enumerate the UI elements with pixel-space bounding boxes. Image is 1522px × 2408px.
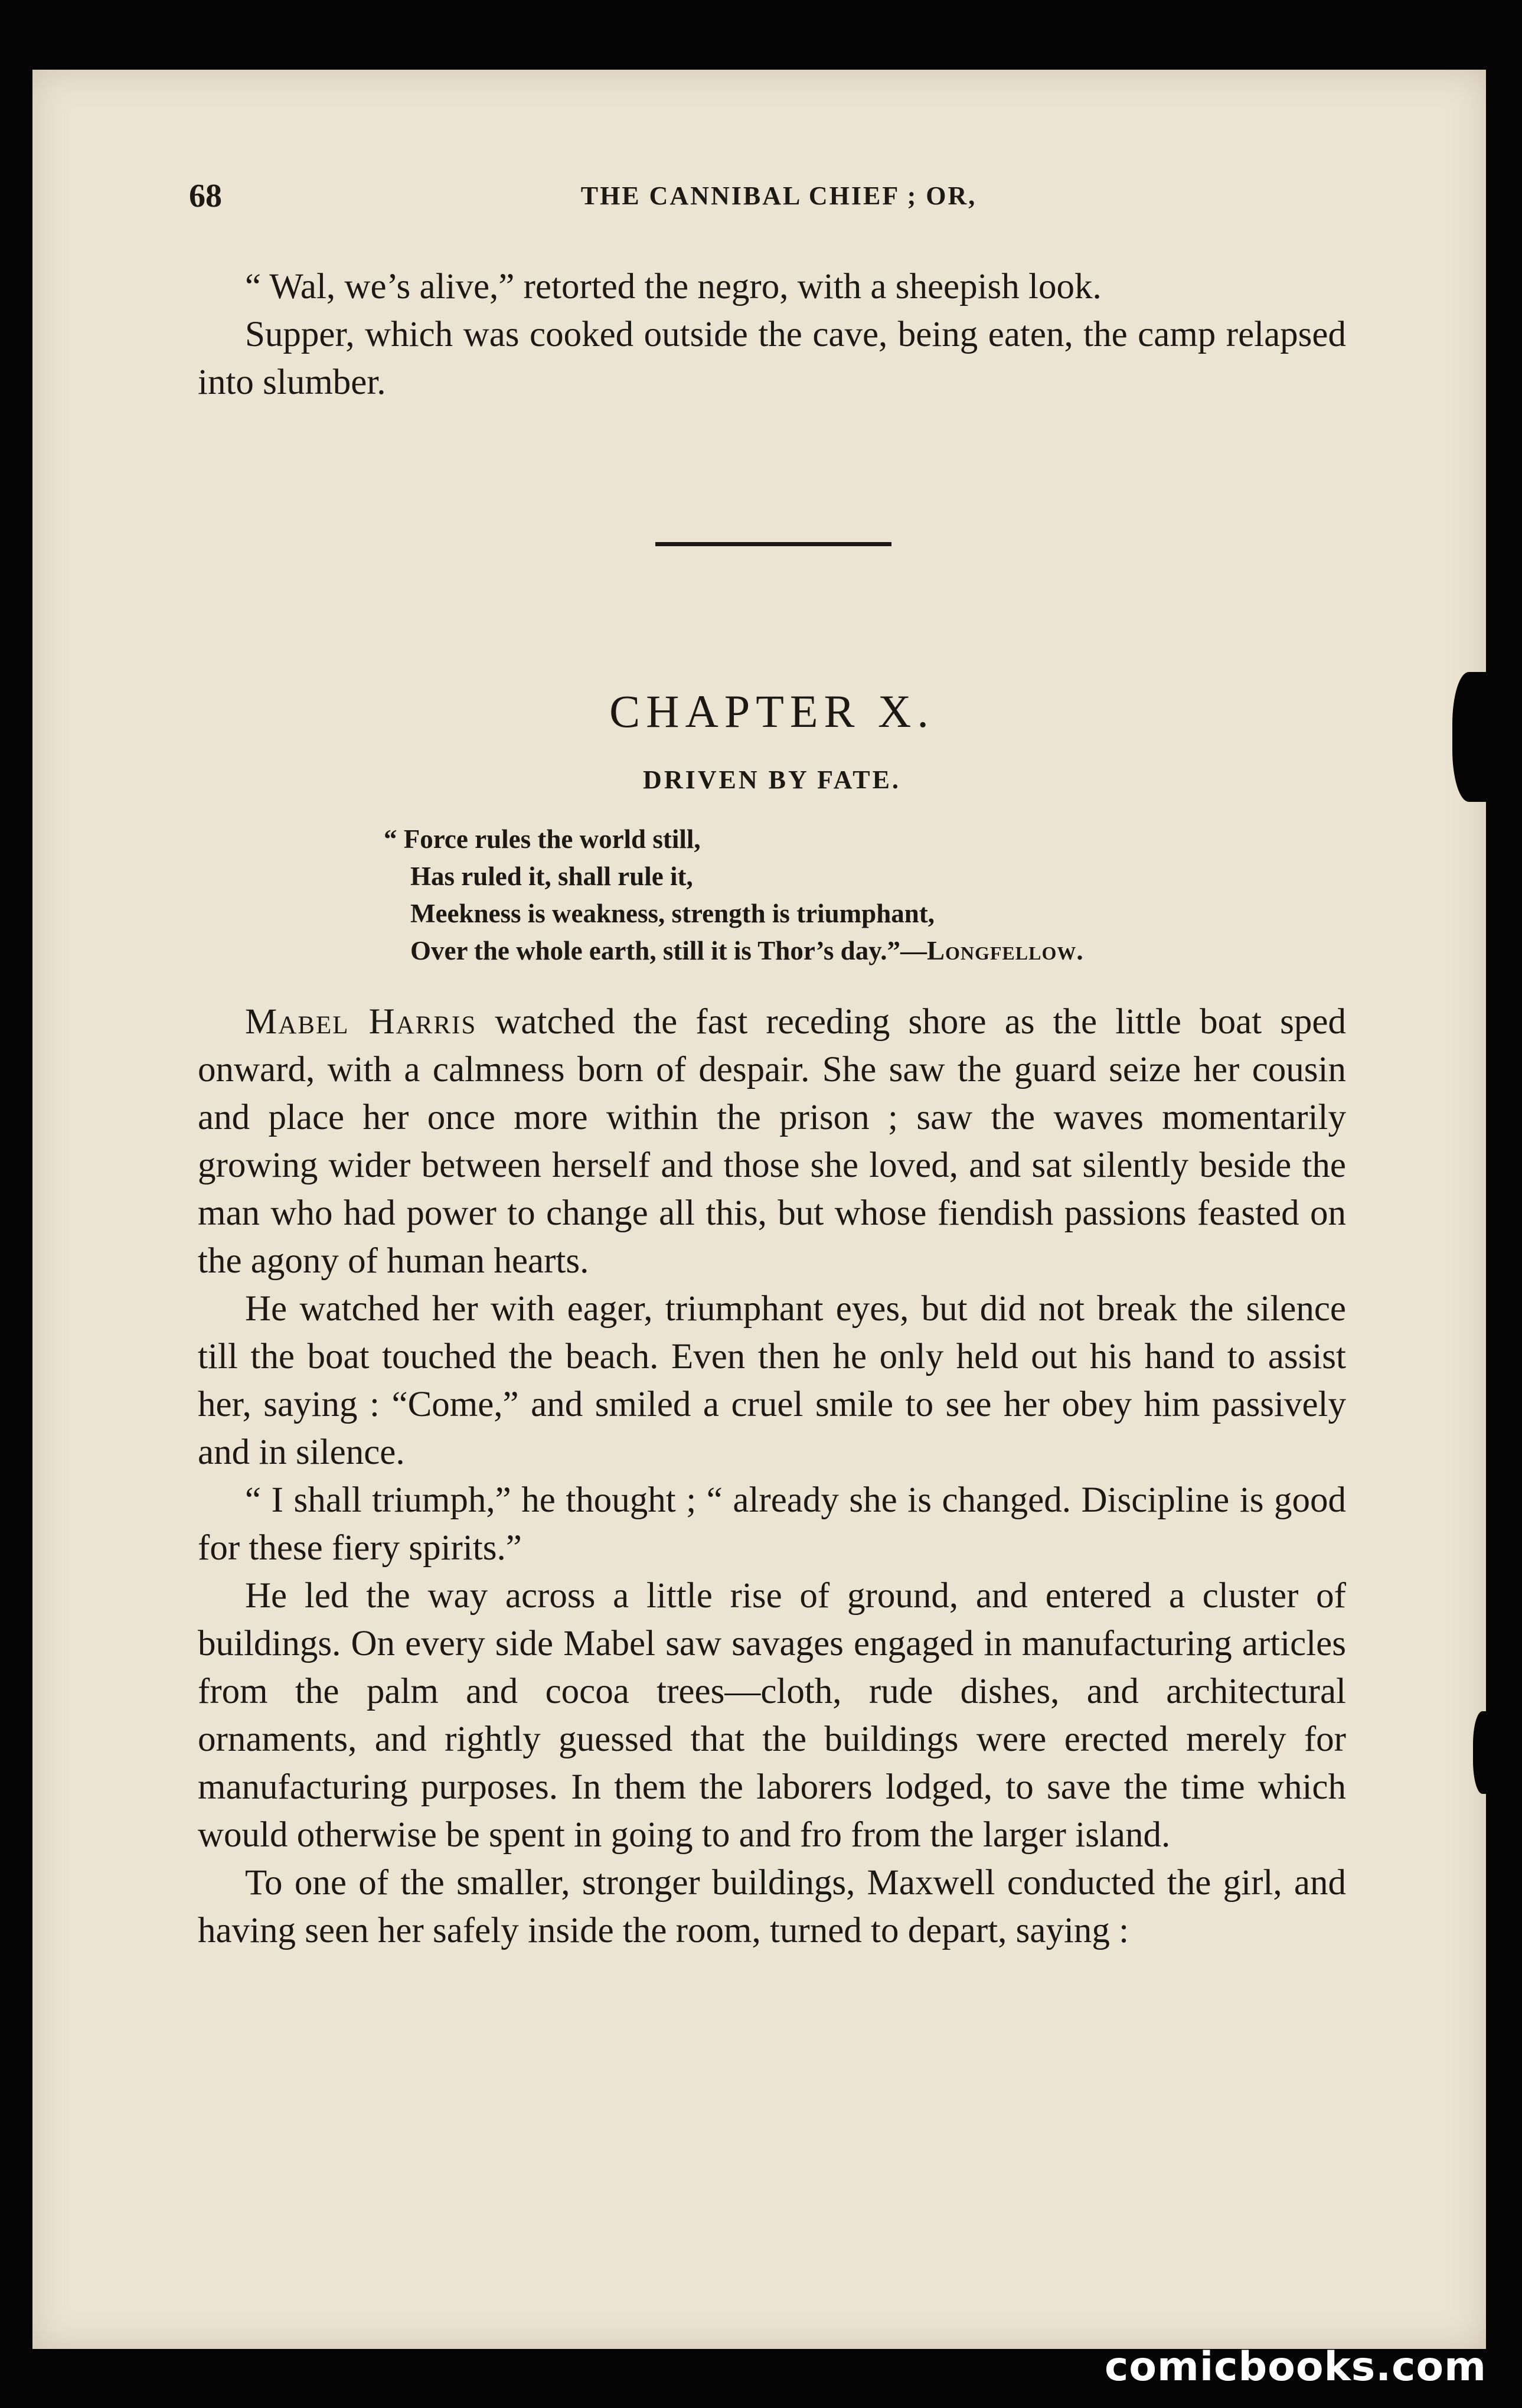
lead-in-name: Mabel Harris [245, 1002, 477, 1042]
section-divider [655, 542, 891, 546]
epigraph-attribution: Longfellow. [926, 936, 1084, 965]
page-number: 68 [189, 178, 222, 214]
paragraph: He led the way across a little rise of ground, and entered a cluster of buildings. On every side Mabel saw savages engaged in manufacturing articles from the palm and cocoa trees—cloth, rude dishes, and architectural ornaments, and rightly guessed that the buildings were erected merely for manufacturing purposes. In them the laborers lodged, to save the time which would otherwise be spent in going to and fro from the larger island. [198, 1576, 1346, 1855]
chapter-heading: CHAPTER X. [609, 686, 935, 737]
paragraph: “ I shall triumph,” he thought ; “ already she is changed. Discipline is good for these fiery spirits.” [198, 1480, 1346, 1568]
torn-edge-notch [1452, 672, 1494, 802]
epigraph-line: Meekness is weakness, strength is triumphant, [410, 899, 935, 928]
chapter-subtitle: DRIVEN BY FATE. [643, 765, 901, 794]
epigraph-line-text: Over the whole earth, still it is Thor’s day.”— [410, 936, 927, 965]
epigraph [384, 821, 1346, 970]
paragraph: To one of the smaller, stronger buildings, Maxwell conducted the girl, and having seen her safely inside the room, turned to depart, saying : [198, 1863, 1346, 1950]
paragraph [198, 998, 1346, 1285]
epigraph-line: “ Force rules the world still, [384, 824, 701, 854]
paragraph: Supper, which was cooked outside the cave, being eaten, the camp relapsed into slumber. [198, 315, 1346, 402]
paragraph-text: watched the fast receding shore as the little boat sped onward, with a calmness born of despair. She saw the guard seize her cousin and place her once more within the prison ; saw the waves momentarily growing wider between herself and those she loved, and sat silently beside the man who had power to change all this, but whose fiendish passions feasted on the agony of human hearts. [198, 1002, 1346, 1281]
paragraph: “ Wal, we’s alive,” retorted the negro, with a sheepish look. [245, 267, 1102, 306]
epigraph-line: Has ruled it, shall rule it, [410, 862, 693, 891]
running-title: THE CANNIBAL CHIEF ; OR, [580, 181, 977, 210]
paragraph: He watched her with eager, triumphant eyes, but did not break the silence till the boat touched the beach. Even then he only held out his hand to assist her, saying : “Come,” and smiled a cruel smile to see her obey him passively and in silence. [198, 1289, 1346, 1472]
chapter-body [198, 998, 1346, 1955]
running-head [189, 177, 1369, 224]
site-watermark: comicbooks.com [1104, 2344, 1487, 2390]
epigraph-line [384, 932, 1346, 970]
opening-text [198, 263, 1346, 406]
torn-edge-notch [1473, 1711, 1497, 1794]
